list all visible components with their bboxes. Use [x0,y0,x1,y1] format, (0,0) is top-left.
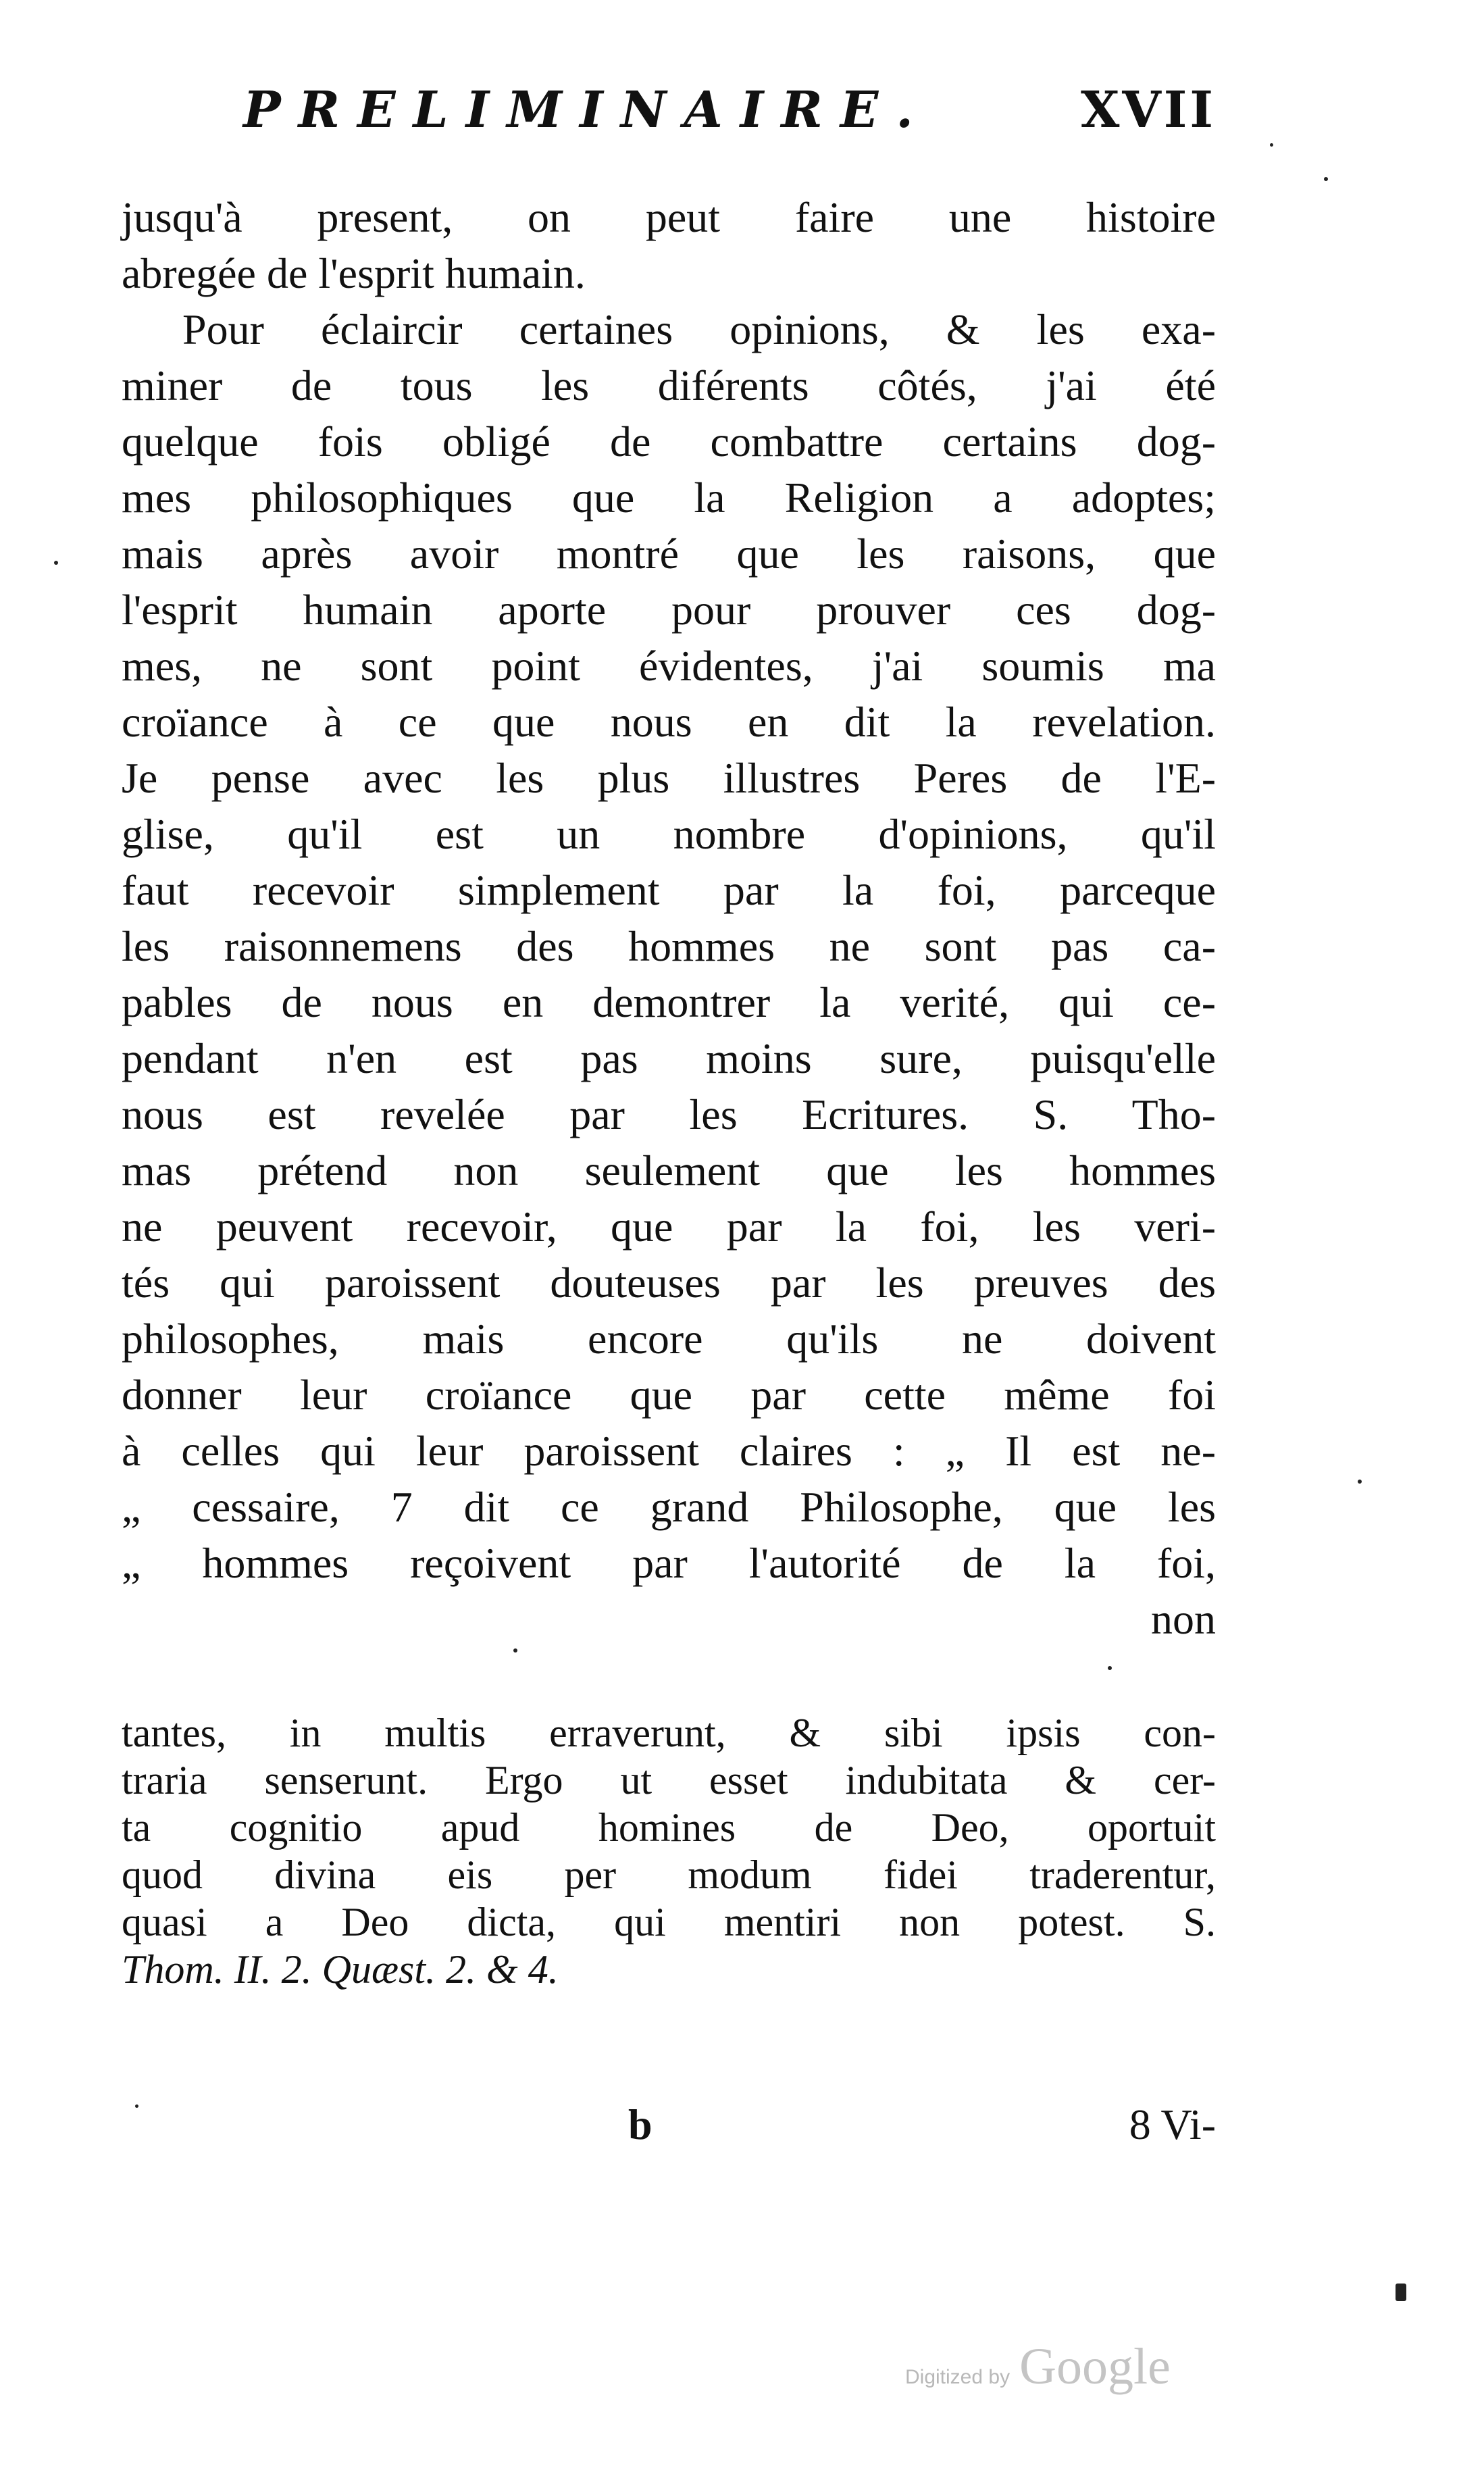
scan-speck [1324,177,1328,181]
footnote-line: quasi a Deo dicta, qui mentiri non potest. S. [122,1900,1216,1944]
text-line: croïance à ce que nous en dit la revelation. [122,698,1216,746]
text-line: ne peuvent recevoir, que par la foi, les veri- [122,1203,1216,1251]
text-line: nous est revelée par les Ecritures. S. Tho- [122,1090,1216,1138]
footnote-line: tantes, in multis erraverunt, & sibi ipsis con- [122,1711,1216,1755]
scan-speck [1108,1666,1112,1670]
scan-speck [1358,1480,1362,1484]
footnote-line: ta cognitio apud homines de Deo, oportuit [122,1805,1216,1850]
text-line: mes, ne sont point évidentes, j'ai soumis ma [122,642,1216,690]
text-line: philosophes, mais encore qu'ils ne doivent [122,1315,1216,1363]
text-line: à celles qui leur paroissent claires : „ Il est ne- [122,1427,1216,1475]
catch-line: non [1151,1595,1216,1643]
page-number: XVII [1080,81,1216,139]
text-line: glise, qu'il est un nombre d'opinions, qu'il [122,810,1216,858]
footnote-citation: Thom. II. 2. Quæst. 2. & 4. [122,1947,559,1992]
text-line: abregée de l'esprit humain. [122,249,586,297]
text-line: donner leur croïance que par cette même foi [122,1371,1216,1419]
scan-speck [54,561,58,565]
running-header [243,81,1216,139]
scan-speck [1270,143,1273,147]
main-text [122,189,1216,1647]
footnote-line: traria senserunt. Ergo ut esset indubitata & cer- [122,1758,1216,1802]
text-line: Pour éclaircir certaines opinions, & les exa- [182,305,1216,353]
text-line: quelque fois obligé de combattre certains dog- [122,418,1216,465]
scan-speck [1396,2284,1406,2301]
text-line: „ hommes reçoivent par l'autorité de la foi, [122,1539,1216,1587]
running-title: PRELIMINAIRE. [243,81,931,139]
google-logo: Google [1019,2338,1171,2395]
text-line: „ cessaire, 7 dit ce grand Philosophe, que les [122,1483,1216,1531]
text-line: miner de tous les diférents côtés, j'ai été [122,361,1216,409]
scan-speck [135,2104,138,2108]
text-line: pendant n'en est pas moins sure, puisqu'elle [122,1034,1216,1082]
footnote [122,1709,1216,1993]
footnote-line: quod divina eis per modum fidei traderentur, [122,1852,1216,1897]
text-line: jusqu'à present, on peut faire une histoire [122,193,1216,241]
text-line: mes philosophiques que la Religion a adoptes; [122,474,1216,522]
text-line: les raisonnemens des hommes ne sont pas ca- [122,922,1216,970]
digitized-label: Digitized by [905,2366,1010,2388]
text-line: mais après avoir montré que les raisons, que [122,530,1216,578]
text-line: mas prétend non seulement que les hommes [122,1146,1216,1194]
text-line: faut recevoir simplement par la foi, parceque [122,866,1216,914]
scan-speck [513,1648,517,1653]
signature-mark: b [628,2100,653,2148]
text-line: Je pense avec les plus illustres Peres de l'E- [122,754,1216,802]
text-line: pables de nous en demontrer la verité, qui ce- [122,978,1216,1026]
catchword: 8 Vi- [1129,2100,1216,2148]
text-line: tés qui paroissent douteuses par les preuves des [122,1259,1216,1307]
text-line: l'esprit humain aporte pour prouver ces dog- [122,586,1216,634]
digitized-by-google-watermark [905,2338,1171,2396]
